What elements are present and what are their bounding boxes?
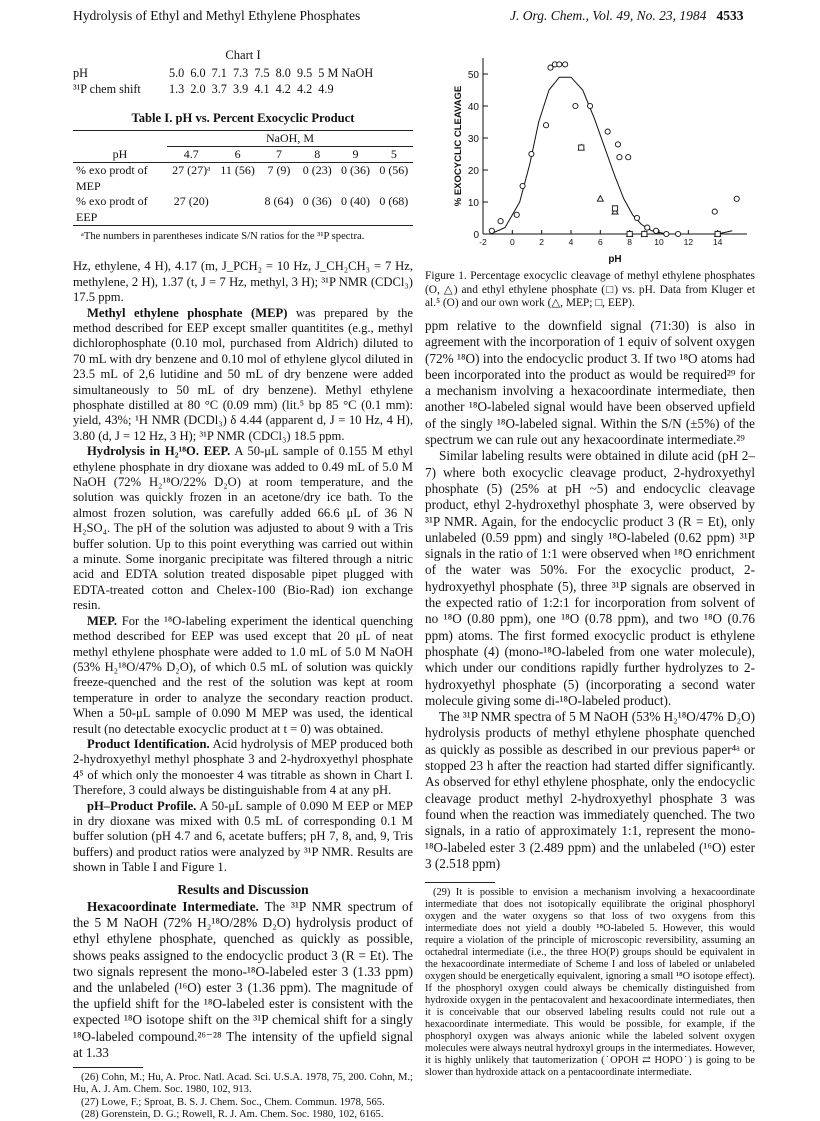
paragraph-head: Hydrolysis in H₂¹⁸O. EEP. bbox=[87, 444, 231, 459]
table-i-cell: 0 (23) bbox=[302, 163, 332, 178]
table-i-cell: 7 (9) bbox=[267, 163, 291, 178]
figure-1-caption: Figure 1. Percentage exocyclic cleavage of methyl ethylene phosphates (O, △) and ethyl ethylene phosphate (□) vs. pH. Data from Kluger et al.⁵ (O) and our own work (△, MEP; □, EEP). bbox=[425, 270, 755, 310]
x-tick-label: -2 bbox=[479, 237, 487, 247]
paragraph-head: MEP. bbox=[87, 613, 117, 628]
reference-26: (26) Cohn, M.; Hu, A. Proc. Natl. Acad. Sci. U.S.A. 1978, 75, 200. Cohn, M.; Hu, A. J. Am. Chem. Soc. 1980, 102, 913. bbox=[73, 1072, 413, 1096]
table-i-row-label: % exo prodt of MEP bbox=[76, 163, 148, 193]
data-point-circle bbox=[675, 231, 680, 236]
data-point-circle bbox=[645, 225, 650, 230]
table-i-col-header: 7 bbox=[275, 147, 282, 162]
data-point-square bbox=[642, 231, 647, 236]
data-point-circle bbox=[626, 155, 631, 160]
paragraph-head: Methyl ethylene phosphate (MEP) bbox=[87, 305, 288, 320]
paragraph-body: The ³¹P NMR spectrum of the 5 M NaOH (72% H₂¹⁸O/28% D₂O) hydrolysis product of ethyl ethylene phosphate, quenched as quickly as possible, shows peaks assigned to the endocyclic product 3 (R = Et). The two signals represent the mono-¹⁸O-labeled ester 3 (1.33 ppm) and the unlabeled (¹⁶O) ester 3 (1.36 ppm). The magnitude of the upfield shift for the ¹⁸O-labeled ester is consistent with the expected ¹⁸O isotope shift on the ³¹P chemical shift for a singly ¹⁸O-labeled compound.²⁶⁻²⁸ The intensity of the upfield signal at 1.33 bbox=[73, 899, 413, 1060]
paragraph-body: A 50-μL sample of 0.155 M ethyl ethylene phosphate in dry dioxane was added to 0.49 mL of 5.0 M NaOH (72% H₂¹⁸O/22% D₂O) at room temperature, and the solution was quickly frozen in an acetone/dry ice bath. To the almost frozen solution, was carefully added 66.6 μL of 36 N H₂SO₄. The pH of the solution was adjusted to about 9 with a Tris buffer solution. Up to this point everything was carried out within a minute. Some inorganic precipitate was filtered through a nitric acid and EDTA solution treated disposable pipet plugged with EDTA-treated cotton and Chelex-100 (Bio-Rad) ion exchange resin. bbox=[73, 444, 413, 613]
page-number: 4533 bbox=[716, 8, 744, 23]
chart-i-title: Chart I bbox=[225, 48, 261, 62]
section-heading: Results and Discussion bbox=[177, 881, 309, 897]
table-i bbox=[73, 130, 413, 226]
table-i-cell: 0 (56) bbox=[379, 163, 409, 178]
paragraph bbox=[73, 799, 413, 876]
table-i-col-header: 4.7 bbox=[183, 147, 199, 162]
x-tick-label: 8 bbox=[627, 237, 633, 247]
paragraph-head: pH–Product Profile. bbox=[87, 798, 197, 813]
reference-27: (27) Lowe, F.; Sproat, B. S. J. Chem. Soc., Chem. Commun. 1978, 565. bbox=[81, 1096, 385, 1108]
footnote-29: (29) It is possible to envision a mechanism involving a hexacoordinate intermediate that does not isotopically equilibrate the original phosphoryl oxygen and the water oxygens so that loss of two oxygens from this intermediate does not yield a doubly ¹⁸O-labeled 5. However, this would require a violation of the principle of microscopic reversibility, assuming an octahedral intermediate (i.e., the three HO(P) groups should be equivalent in the hexacoordinate intermediate of Scheme I and loss of labeled or unlabeled oxygen should be energetically equivalent, ignoring a small ¹⁸O isotope effect). If the phosphoryl oxygen could always be chemically distinguished from hydroxide oxygen in the pentacovalent and hexacoordinate intermediates, then it is conceivable that our observed labeling results could not rule out a hexacoordinate intermediate. This would be possible, for example, if the phosphoryl oxygen was always anionic while the labeled solvent oxygen molecules were always neutral hydroxyl groups in the intermediates. However, it is highly unlikely that tautomerization (˙OPOH ⇄ HOPO˙) is going to be slower than hydroxide attack on a pentacoordinate intermediate. bbox=[425, 887, 755, 1079]
paragraph: Hz, ethylene, 4 H), 4.17 (m, J_PCH₂ = 10 Hz, J_CH₂CH₃ = 7 Hz, methylene, 2 H), 1.37 (t, J = 7 Hz, methyl, 3 H); ³¹P NMR (CDCl₃) 17.5 ppm. bbox=[73, 259, 413, 305]
y-tick-label: 50 bbox=[467, 70, 479, 81]
running-head-title: Hydrolysis of Ethyl and Methyl Ethylene Phosphates bbox=[73, 8, 361, 23]
journal-citation: J. Org. Chem., Vol. 49, No. 23, 1984 bbox=[510, 8, 707, 23]
paragraph: The ³¹P NMR spectra of 5 M NaOH (53% H₂¹⁸O/47% D₂O) hydrolysis products of methyl ethylene phosphate quenched as quickly as possible as described in our previous paper⁴ᵃ or stopped 23 h after the reaction had started differ significantly. As observed for ethyl ethylene phosphate, only the endocyclic cleavage product methyl 2-hydroxyethyl phosphate 3 was found when the reaction was immediately quenched. The two signals, in a ratio of approximately 1:1, represent the mono-¹⁸O-labeled ester 3 (2.489 ppm) and the unlabeled (¹⁶O) ester 3 (2.518 ppm) bbox=[425, 709, 755, 871]
x-tick-label: 14 bbox=[712, 237, 723, 247]
paragraph-body: Acid hydrolysis of MEP produced both 2-hydroxyethyl methyl phosphate 3 and 2-hydroxyethyl phosphate 4⁵ of which only the monoester 4 was titrable as shown in Chart I. Therefore, 3 could always be distinguishable from 4 at any pH. bbox=[73, 736, 413, 798]
x-tick-label: 4 bbox=[568, 237, 574, 247]
table-i-col-header: 9 bbox=[352, 147, 359, 162]
paragraph-head: Hexacoordinate Intermediate. bbox=[87, 899, 259, 915]
right-column bbox=[425, 318, 755, 1079]
chart-i-row2-label: ³¹P chem shift bbox=[73, 81, 141, 96]
table-i-title: Table I. pH vs. Percent Exocyclic Product bbox=[131, 111, 355, 126]
paragraph bbox=[73, 614, 413, 737]
table-i-col-header: 6 bbox=[234, 147, 241, 162]
y-tick-label: 10 bbox=[467, 198, 479, 209]
data-point-circle bbox=[653, 228, 658, 233]
x-tick-label: 12 bbox=[683, 237, 694, 247]
table-i-group-header: NaOH, M bbox=[167, 130, 413, 146]
table-i-cell: 8 (64) bbox=[264, 194, 294, 209]
table-i-row-label: % exo prodt of EEP bbox=[76, 194, 148, 224]
paragraph-body: A 50-μL sample of 0.090 M EEP or MEP in dry dioxane was mixed with 0.5 mL of corresponding 0.1 M buffer solution (pH 4.7 and 6, acetate buffers; pH 7, 8, and, 9, Tris buffers) and product ratios were analyzed by ³¹P NMR. Results are shown in Table I and Figure 1. bbox=[73, 798, 414, 875]
paragraph-head: Product Identification. bbox=[87, 736, 210, 751]
paragraph-body: For the ¹⁸O-labeling experiment the identical quenching method described for EEP was used except that 20 μL of neat methyl ethylene phosphate were added to 1.0 mL of 5.0 M NaOH (53% H₂¹⁸O/47% D₂O), of which 0.5 mL of solution was quickly freeze-quenched and the rest of the solution was kept at room temperature in order to analyze the secondary reaction product. When a 50-μL sample of 0.090 M MEP was used, the identical result (no detectable exocyclic product at t = 0) was obtained. bbox=[73, 613, 413, 736]
x-tick-label: 0 bbox=[509, 237, 515, 247]
data-point-circle bbox=[529, 151, 534, 156]
data-point-circle bbox=[489, 228, 494, 233]
chart-i-row2-values: 1.3 2.0 3.7 3.9 4.1 4.2 4.2 4.9 bbox=[169, 81, 334, 96]
paragraph bbox=[73, 444, 413, 613]
data-point-square bbox=[612, 206, 617, 211]
chart-i-row1-values: 5.0 6.0 7.1 7.3 7.5 8.0 9.5 5 M NaOH bbox=[169, 66, 374, 81]
reference-28: (28) Gorenstein, D. G.; Rowell, R. J. Am. Chem. Soc. 1980, 102, 6165. bbox=[81, 1108, 384, 1120]
data-point-circle bbox=[617, 155, 622, 160]
y-axis-label: % EXOCYCLIC CLEAVAGE bbox=[453, 85, 464, 207]
data-point-circle bbox=[543, 123, 548, 128]
data-point-circle bbox=[520, 183, 525, 188]
paragraph bbox=[73, 306, 413, 445]
data-point-circle bbox=[605, 129, 610, 134]
y-tick-label: 20 bbox=[467, 166, 479, 177]
table-i-cell: 0 (68) bbox=[379, 194, 409, 209]
table-i-cell: 27 (20) bbox=[173, 194, 209, 209]
paragraph: Similar labeling results were obtained in dilute acid (pH 2–7) where both exocyclic cleavage product, 2-hydroxyethyl phosphate (5) (25% at pH ~5) and endocyclic cleavage product, ethyl 2-hydroxethyl phosphate 3, were observed by ³¹P NMR. Again, for the endocyclic product 3 (R = Et), only unlabeled (0.59 ppm) and singly ¹⁸O-labeled (0.62 ppm) ³¹P signals in the ratio of 1:1 were observed when ¹⁸O enrichment of the water was 50%. For the exocyclic product, 2-hydroxyethyl phosphate (5), three ³¹P signals are observed in the expected ratio of 1:2:1 for incorporation from solvent of no ¹⁸O (0.80 ppm), one ¹⁸O (0.78 ppm), and two ¹⁸O (0.76 ppm) atoms. The first formed exocyclic product is ethylene phosphate (4) (mono-¹⁸O-labeled from one water molecule), which under our conditions rapidly further hydrolyzes to 2-hydroxyethyl phosphate (5) (incorporating a second water molecule giving some di-¹⁸O-labeled product). bbox=[425, 448, 755, 708]
footnote-rule bbox=[425, 872, 495, 883]
y-tick-label: 0 bbox=[473, 230, 479, 241]
chart-i bbox=[73, 66, 377, 97]
data-point-circle bbox=[734, 196, 739, 201]
data-point-circle bbox=[514, 212, 519, 217]
x-tick-label: 2 bbox=[539, 237, 545, 247]
data-point-circle bbox=[634, 215, 639, 220]
left-column bbox=[73, 48, 413, 1121]
data-point-square bbox=[715, 231, 720, 236]
figure-1 bbox=[425, 52, 755, 267]
paragraph-body: was prepared by the method described for EEP except smaller quantitites (e.g., methyl dichlorophosphate (0.10 mol, purchased from Aldrich) diluted to 70 mL with dry benzene and 0.10 mol of ethylene glycol diluted in 23.5 mL of 2,6 lutidine and 50 mL of dry benzene were added simultaneously to 50 mL of dry benzene). Methyl ethylene phosphate distilled at 80 °C (0.09 mm) (lit.⁵ bp 85 °C (0.1 mm): yield, 43%; ¹H NMR (DCDl₃) δ 4.44 (apparent d, J = 10 Hz, 4 H), 3.80 (d, J = 12 Hz, 3 H); ³¹P NMR (CDCl₃) 18.5 ppm. bbox=[73, 305, 413, 443]
data-point-circle bbox=[615, 142, 620, 147]
fit-curve bbox=[490, 77, 732, 234]
chart-i-row1-label: pH bbox=[73, 66, 88, 81]
table-i-cell: 0 (36) bbox=[341, 163, 370, 178]
paragraph bbox=[73, 737, 413, 799]
table-i-cell: 0 (36) bbox=[302, 194, 332, 209]
paragraph bbox=[73, 899, 413, 1061]
data-point-square bbox=[627, 231, 632, 236]
data-point-circle bbox=[587, 103, 592, 108]
table-i-col-header: 5 bbox=[390, 147, 397, 162]
data-point-circle bbox=[712, 209, 717, 214]
data-point-circle bbox=[563, 62, 568, 67]
figure-1-plot bbox=[425, 52, 755, 267]
table-i-cell: 0 (40) bbox=[341, 194, 370, 209]
data-point-circle bbox=[498, 219, 503, 224]
data-point-square bbox=[579, 145, 584, 150]
y-tick-label: 30 bbox=[467, 134, 479, 145]
table-i-footnote: ᵃThe numbers in parentheses indicate S/N ratios for the ³¹P spectra. bbox=[81, 231, 365, 243]
table-i-cell: 11 (56) bbox=[220, 163, 255, 178]
data-point-circle bbox=[664, 231, 669, 236]
table-i-col-header: pH bbox=[112, 146, 128, 161]
x-tick-label: 10 bbox=[654, 237, 664, 247]
data-point-circle bbox=[573, 103, 578, 108]
x-axis-label: pH bbox=[608, 254, 622, 265]
data-point-triangle bbox=[597, 196, 603, 202]
x-tick-label: 6 bbox=[597, 237, 603, 247]
table-i-cell bbox=[215, 194, 259, 225]
table-i-cell: 27 (27)ᵃ bbox=[172, 163, 211, 178]
y-tick-label: 40 bbox=[467, 102, 479, 113]
running-head-journal bbox=[510, 8, 744, 24]
data-point-circle bbox=[557, 62, 562, 67]
paragraph: ppm relative to the downfield signal (71:30) is also in agreement with the incorporation of 1 equiv of solvent oxygen (72% ¹⁸O) into the endocyclic product 3. If two ¹⁸O atoms had been incorporated into the product as would be required²⁹ for a mechanism involving a hexacoordinate intermediate, then another ¹⁸O-labeled signal would have been observed upfield of the singly ¹⁸O-labeled signal. Within the S/N (±5%) of the spectrum we can rule out any hexacoordinate intermediate.²⁹ bbox=[425, 318, 755, 448]
table-i-col-header: 8 bbox=[314, 147, 321, 162]
